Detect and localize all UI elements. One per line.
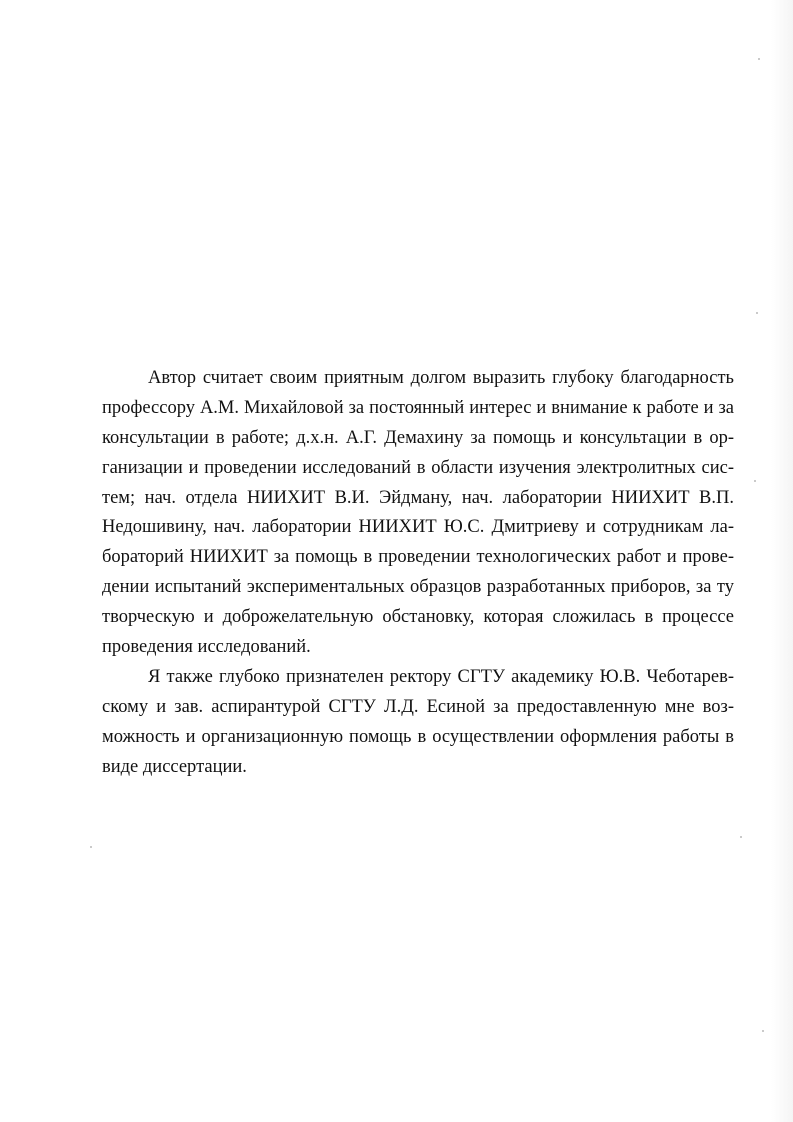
scan-speck xyxy=(762,1030,764,1032)
text-line: бораторий НИИХИТ за помощь в проведении технологических работ и прове- xyxy=(102,547,734,568)
text-line: Я также глубоко признателен ректору СГТУ академику Ю.В. Чеботарев- xyxy=(148,666,734,687)
text-line: дении испытаний экспериментальных образцов разработанных приборов, за ту xyxy=(102,577,734,598)
text-line: творческую и доброжелательную обстановку, которая сложилась в процессе xyxy=(102,607,734,628)
scan-speck xyxy=(754,480,756,482)
scan-edge-shadow xyxy=(771,0,793,1122)
scan-speck xyxy=(90,846,92,848)
scan-speck xyxy=(756,312,758,314)
text-line: профессору А.М. Михайловой за постоянный интерес и внимание к работе и за xyxy=(102,397,734,418)
text-line: Автор считает своим приятным долгом выразить глубоку благодарность xyxy=(148,368,734,388)
paragraph-1 xyxy=(102,364,734,663)
text-line: Недошивину, нач. лаборатории НИИХИТ Ю.С. Дмитриеву и сотрудникам ла- xyxy=(102,517,734,538)
text-line: скому и зав. аспирантурой СГТУ Л.Д. Есиной за предоставленную мне воз- xyxy=(102,696,734,717)
scan-speck xyxy=(758,58,760,60)
text-line: проведения исследований. xyxy=(102,637,311,658)
text-line: тем; нач. отдела НИИХИТ В.И. Эйдману, нач. лаборатории НИИХИТ В.П. xyxy=(102,487,734,508)
text-line: можность и организационную помощь в осуществлении оформления работы в xyxy=(102,726,734,747)
text-line: консультации в работе; д.х.н. А.Г. Демахину за помощь и консультации в ор- xyxy=(102,427,734,448)
text-line: виде диссертации. xyxy=(102,756,247,777)
text-line: ганизации и проведении исследований в области изучения электролитных сис- xyxy=(102,457,734,478)
scan-speck xyxy=(740,836,742,838)
paragraph-2 xyxy=(102,663,734,783)
acknowledgements-text xyxy=(102,364,734,782)
